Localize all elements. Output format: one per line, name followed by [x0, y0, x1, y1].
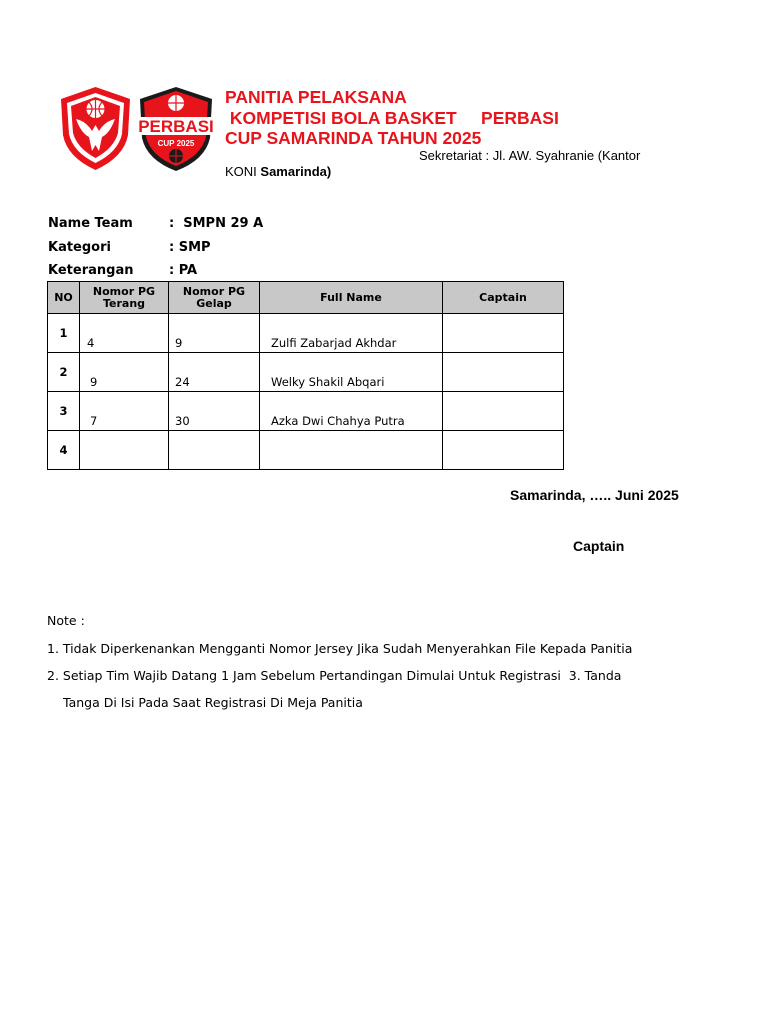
cell-no: 4 — [48, 431, 80, 470]
cell-captain — [443, 392, 564, 431]
header-line-1: PANITIA PELAKSANA — [225, 87, 407, 107]
perbasi-logo-subtext: CUP 2025 — [157, 139, 195, 148]
cell-gelap: 24 — [169, 353, 260, 392]
header-line-3: CUP SAMARINDA TAHUN 2025 — [225, 128, 482, 148]
col-header-captain: Captain — [443, 282, 564, 314]
note-item-1: 1. Tidak Diperkenankan Mengganti Nomor Jersey Jika Sudah Menyerahkan File Kepada Panitia — [47, 641, 633, 656]
table-row — [48, 392, 564, 431]
perbasi-logo-icon — [137, 86, 215, 172]
cell-gelap — [169, 431, 260, 470]
eagle-logo-icon — [58, 85, 133, 172]
team-name-label: Name Team — [48, 216, 133, 231]
cell-captain — [443, 314, 564, 353]
table-row — [48, 353, 564, 392]
cell-terang — [80, 431, 169, 470]
koni-line — [225, 164, 331, 179]
col-header-gelap: Nomor PG Gelap — [169, 282, 260, 314]
note-item-2: 2. Setiap Tim Wajib Datang 1 Jam Sebelum Pertandingan Dimulai Untuk Registrasi 3. Tanda — [47, 668, 622, 683]
table-row — [48, 314, 564, 353]
table-row — [48, 431, 564, 470]
col-header-terang: Nomor PG Terang — [80, 282, 169, 314]
cell-captain — [443, 353, 564, 392]
koni-name: Samarinda) — [260, 164, 332, 179]
cell-gelap: 30 — [169, 392, 260, 431]
header-line-2: KOMPETISI BOLA BASKET PERBASI — [225, 108, 559, 128]
cell-full-name: Zulfi Zabarjad Akhdar — [260, 314, 443, 353]
col-header-full-name: Full Name — [260, 282, 443, 314]
team-name-value: : SMPN 29 A — [169, 216, 264, 231]
remarks-label: Keterangan — [48, 263, 134, 278]
table-header-row — [48, 282, 564, 314]
cell-no: 1 — [48, 314, 80, 353]
cell-terang: 4 — [80, 314, 169, 353]
note-item-2-continued: Tanga Di Isi Pada Saat Registrasi Di Meja Panitia — [63, 695, 363, 710]
cell-terang: 9 — [80, 353, 169, 392]
cell-full-name: Azka Dwi Chahya Putra — [260, 392, 443, 431]
cell-no: 2 — [48, 353, 80, 392]
cell-full-name: Welky Shakil Abqari — [260, 353, 443, 392]
place-date: Samarinda, ….. Juni 2025 — [510, 487, 679, 503]
category-value: : SMP — [169, 240, 211, 255]
cell-no: 3 — [48, 392, 80, 431]
remarks-value: : PA — [169, 263, 198, 278]
cell-captain — [443, 431, 564, 470]
note-title: Note : — [47, 613, 85, 628]
captain-signature-label: Captain — [573, 538, 625, 554]
col-header-no: NO — [48, 282, 80, 314]
perbasi-logo-text: PERBASI — [138, 117, 214, 136]
roster-table — [47, 281, 564, 470]
cell-full-name — [260, 431, 443, 470]
cell-terang: 7 — [80, 392, 169, 431]
koni-prefix: KONI — [225, 164, 261, 179]
sekretariat-address: Sekretariat : Jl. AW. Syahranie (Kantor — [419, 148, 641, 163]
category-label: Kategori — [48, 240, 111, 255]
cell-gelap: 9 — [169, 314, 260, 353]
